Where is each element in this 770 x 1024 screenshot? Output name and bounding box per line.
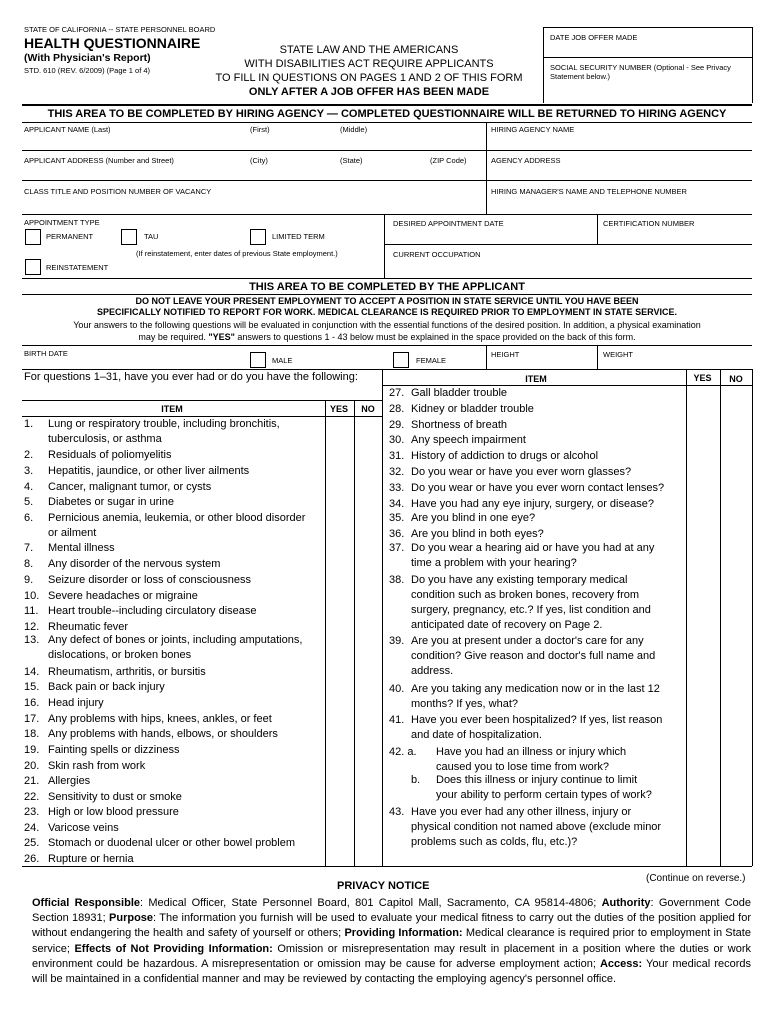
- question-number: 26.: [24, 853, 40, 865]
- left-question-item: [24, 790, 324, 805]
- question-number: 28.: [389, 403, 405, 415]
- warning-line-1: DO NOT LEAVE YOUR PRESENT EMPLOYMENT TO ACCEPT A POSITION IN STATE SERVICE UNTIL YOU HAVE BEEN: [135, 296, 639, 306]
- privacy-text: : Medical Officer, State Personnel Board, 801 Capitol Mall, Sacramento, CA 95814-4806;: [140, 897, 602, 909]
- privacy-text: Omission or misrepresentation may result in placement in a position where the duties or work environment could be hazardous. A misrepresentation or omission may be cause for adverse employment action;: [32, 942, 751, 970]
- left-question-item: [24, 665, 324, 680]
- question-text: Fainting spells or dizziness: [48, 744, 180, 756]
- left-no-header: NO: [361, 404, 375, 414]
- question-text: your ability to perform certain types of work?: [436, 789, 652, 801]
- question-text: dislocations, or broken bones: [48, 649, 192, 661]
- question-number: 27.: [389, 387, 405, 399]
- question-text: Seizure disorder or loss of consciousness: [48, 574, 251, 586]
- question-text: Does this illness or injury continue to limit: [436, 774, 638, 786]
- ada-notice-line: TO FILL IN QUESTIONS ON PAGES 1 AND 2 OF THIS FORM: [215, 72, 523, 84]
- privacy-purpose-label: Purpose: [109, 912, 154, 925]
- left-question-item: [24, 448, 324, 463]
- question-text: Mental illness: [48, 542, 115, 554]
- question-number: 3.: [24, 465, 34, 477]
- limited-term-label: LIMITED TERM: [272, 232, 325, 241]
- agency-banner: THIS AREA TO BE COMPLETED BY HIRING AGENCY — COMPLETED QUESTIONNAIRE WILL BE RETURNED TO HIRING AGENCY: [47, 108, 727, 120]
- question-number: b.: [411, 774, 421, 786]
- question-number: 21.: [24, 775, 40, 787]
- question-number: 32.: [389, 466, 405, 478]
- right-question-item: [389, 682, 685, 712]
- left-question-item: [24, 495, 324, 510]
- question-text: Any problems with hands, elbows, or shoulders: [48, 728, 278, 740]
- right-question-item: [389, 805, 685, 850]
- instruction-line-1: Your answers to the following questions will be evaluated in conjunction with the essential functions of the desired position. In addition, a physical examination: [73, 320, 701, 330]
- applicant-name-last-field[interactable]: APPLICANT NAME (Last): [24, 125, 111, 134]
- reinstatement-label: REINSTATEMENT: [46, 263, 109, 272]
- question-text: Have you had any eye injury, surgery, or disease?: [411, 498, 654, 510]
- reinstatement-note: (If reinstatement, enter dates of previous State employment.): [136, 249, 338, 258]
- height-field[interactable]: HEIGHT: [491, 350, 520, 359]
- privacy-text: Medical clearance is required prior to employment in State service;: [32, 927, 751, 955]
- right-question-item: [389, 634, 685, 679]
- right-question-item: [389, 418, 685, 433]
- question-text: High or low blood pressure: [48, 806, 179, 818]
- question-text: months? If yes, what?: [411, 698, 518, 710]
- permanent-label: PERMANENT: [46, 232, 94, 241]
- question-number: 29.: [389, 419, 405, 431]
- privacy-access-label: Access:: [599, 957, 643, 970]
- applicant-city-field[interactable]: (City): [250, 156, 268, 165]
- question-number: 7.: [24, 542, 34, 554]
- right-question-item: [389, 527, 685, 542]
- left-question-item: [24, 743, 324, 758]
- question-text: physical condition not named above (exclude minor: [411, 821, 662, 833]
- applicant-address-field[interactable]: APPLICANT ADDRESS (Number and Street): [24, 156, 174, 165]
- right-question-item: [389, 745, 685, 775]
- instruction-text: may be required.: [138, 332, 209, 342]
- applicant-name-middle-field[interactable]: (Middle): [340, 125, 368, 134]
- question-text: tuberculosis, or asthma: [48, 433, 162, 445]
- question-text: Residuals of poliomyelitis: [48, 449, 172, 461]
- privacy-text: : The information you furnish will be used to evaluate your medical fitness to carry out the duties of the position applied for without endangering the health and safety of yourself or others;: [32, 912, 751, 940]
- tau-checkbox[interactable]: [121, 229, 137, 245]
- right-question-item: [389, 773, 685, 803]
- privacy-official-label: Official Responsible: [32, 897, 141, 909]
- question-number: 23.: [24, 806, 40, 818]
- question-number: 33.: [389, 482, 405, 494]
- continue-note: (Continue on reverse.): [646, 873, 746, 884]
- left-question-item: [24, 480, 324, 495]
- privacy-authority-label: Authority: [601, 897, 651, 909]
- right-question-item: [389, 713, 685, 743]
- reinstatement-checkbox[interactable]: [25, 259, 41, 275]
- question-text: Stomach or duodenal ulcer or other bowel problem: [48, 837, 296, 849]
- agency-line: STATE OF CALIFORNIA -- STATE PERSONNEL BOARD: [24, 25, 216, 34]
- lead-question: For questions 1–31, have you ever had or do you have the following:: [24, 371, 358, 383]
- question-number: 12.: [24, 621, 40, 633]
- right-question-item: [389, 433, 685, 448]
- left-question-item: [24, 696, 324, 711]
- question-text: Hepatitis, jaundice, or other liver ailments: [48, 465, 250, 477]
- permanent-checkbox[interactable]: [25, 229, 41, 245]
- question-text: Any problems with hips, knees, ankles, or feet: [48, 713, 272, 725]
- question-text: Shortness of breath: [411, 419, 508, 431]
- question-text: Varicose veins: [48, 822, 119, 834]
- female-checkbox[interactable]: [393, 352, 409, 368]
- question-text: Head injury: [48, 697, 104, 709]
- left-question-item: [24, 633, 324, 663]
- applicant-zip-field[interactable]: (ZIP Code): [430, 156, 467, 165]
- question-text: Gall bladder trouble: [411, 387, 508, 399]
- privacy-effects-label: Effects of Not Providing Information:: [74, 942, 273, 955]
- question-text: and date of hospitalization.: [411, 729, 542, 741]
- left-question-item: [24, 557, 324, 572]
- question-number: 25.: [24, 837, 40, 849]
- current-occupation-field[interactable]: CURRENT OCCUPATION: [393, 250, 481, 259]
- question-text: History of addiction to drugs or alcohol: [411, 450, 599, 462]
- left-question-item: [24, 759, 324, 774]
- left-question-item: [24, 573, 324, 588]
- question-text: Cancer, malignant tumor, or cysts: [48, 481, 212, 493]
- left-question-item: [24, 852, 324, 867]
- instruction-line-2: [22, 332, 752, 342]
- question-text: condition such as broken bones, recovery from: [411, 589, 640, 601]
- question-text: Kidney or bladder trouble: [411, 403, 534, 415]
- privacy-providing-label: Providing Information:: [344, 927, 463, 940]
- question-number: 38.: [389, 574, 405, 586]
- question-number: 16.: [24, 697, 40, 709]
- left-question-item: [24, 604, 324, 619]
- question-text: Have you ever had any other illness, injury or: [411, 806, 632, 818]
- applicant-name-first-field[interactable]: (First): [250, 125, 270, 134]
- question-number: 8.: [24, 558, 34, 570]
- agency-address-field[interactable]: AGENCY ADDRESS: [491, 156, 561, 165]
- question-number: 9.: [24, 574, 34, 586]
- hiring-agency-name-field[interactable]: HIRING AGENCY NAME: [491, 125, 575, 134]
- form-subtitle: (With Physician's Report): [24, 52, 151, 64]
- question-text: Are you at present under a doctor's care for any: [411, 635, 644, 647]
- privacy-text: : Government Code Section 18931;: [32, 897, 752, 925]
- ssn-field[interactable]: SOCIAL SECURITY NUMBER (Optional - See Privacy Statement below.): [550, 63, 731, 81]
- left-question-item: [24, 511, 324, 541]
- weight-field[interactable]: WEIGHT: [603, 350, 633, 359]
- form-title: HEALTH QUESTIONNAIRE: [24, 35, 201, 51]
- question-text: Any speech impairment: [411, 434, 526, 446]
- left-question-item: [24, 464, 324, 479]
- question-text: Back pain or back injury: [48, 681, 165, 693]
- instruction-text: answers to questions 1 - 43 below must be explained in the space provided on the back of this form.: [234, 332, 636, 342]
- question-text: Rupture or hernia: [48, 853, 134, 865]
- question-number: 22.: [24, 791, 40, 803]
- question-number: 19.: [24, 744, 40, 756]
- question-text: Severe headaches or migraine: [48, 590, 198, 602]
- left-question-item: [24, 680, 324, 695]
- form-number: STD. 610 (REV. 6/2009) (Page 1 of 4): [24, 66, 151, 75]
- question-number: 6.: [24, 512, 34, 524]
- question-number: 11.: [24, 605, 39, 617]
- left-question-item: [24, 712, 324, 727]
- desired-date-field[interactable]: DESIRED APPOINTMENT DATE: [393, 219, 504, 228]
- left-question-item: [24, 417, 324, 447]
- question-text: anticipated date of recovery on Page 2.: [411, 619, 603, 631]
- question-number: 15.: [24, 681, 40, 693]
- left-question-item: [24, 727, 324, 742]
- applicant-banner: THIS AREA TO BE COMPLETED BY THE APPLICANT: [249, 281, 525, 293]
- question-text: condition? Give reason and doctor's full name and: [411, 650, 656, 662]
- question-text: surgery, pregnancy, etc.? If yes, list condition and: [411, 604, 651, 616]
- question-number: 10.: [24, 590, 40, 602]
- question-number: 13.: [24, 634, 40, 646]
- question-text: Do you wear a hearing aid or have you had at any: [411, 542, 655, 554]
- right-item-header: ITEM: [525, 374, 547, 384]
- question-number: 20.: [24, 760, 40, 772]
- male-checkbox[interactable]: [250, 352, 266, 368]
- question-text: Are you blind in one eye?: [411, 512, 536, 524]
- warning-line-2: SPECIFICALLY NOTIFIED TO REPORT FOR WORK. MEDICAL CLEARANCE IS REQUIRED PRIOR TO EMPLOYMENT IN STATE SERVICE.: [96, 307, 678, 317]
- left-question-item: [24, 541, 324, 556]
- ada-notice: [200, 43, 538, 99]
- question-text: Have you had an illness or injury which: [436, 746, 627, 758]
- question-number: 4.: [24, 481, 34, 493]
- hiring-manager-field[interactable]: HIRING MANAGER'S NAME AND TELEPHONE NUMBER: [491, 187, 687, 196]
- question-text: Allergies: [48, 775, 91, 787]
- question-text: problems such as colds, flu, etc.)?: [411, 836, 578, 848]
- question-text: Have you ever been hospitalized? If yes, list reason: [411, 714, 663, 726]
- question-text: or ailment: [48, 527, 97, 539]
- left-yes-header: YES: [329, 404, 348, 414]
- question-text: Are you taking any medication now or in the last 12: [411, 683, 660, 695]
- question-text: Do you wear or have you ever worn contact lenses?: [411, 482, 665, 494]
- question-number: 34.: [389, 498, 405, 510]
- question-text: Are you blind in both eyes?: [411, 528, 544, 540]
- right-question-item: [389, 573, 685, 633]
- left-item-header: ITEM: [161, 404, 183, 414]
- right-question-item: [389, 541, 685, 571]
- ada-notice-bold: ONLY AFTER A JOB OFFER HAS BEEN MADE: [248, 86, 490, 98]
- appointment-type-label: APPOINTMENT TYPE: [24, 218, 100, 227]
- male-label: MALE: [272, 356, 293, 365]
- left-question-item: [24, 589, 324, 604]
- right-question-item: [389, 465, 685, 480]
- question-number: 24.: [24, 822, 40, 834]
- female-label: FEMALE: [416, 356, 447, 365]
- question-number: 1.: [24, 418, 34, 430]
- ada-notice-line: STATE LAW AND THE AMERICANS: [279, 44, 459, 56]
- privacy-text: Your medical records will be maintained in a confidential manner and may be reviewed by contacting the employing agency's personnel office.: [32, 957, 751, 986]
- birth-date-field[interactable]: BIRTH DATE: [24, 349, 68, 358]
- question-text: Heart trouble--including circulatory disease: [48, 605, 257, 617]
- right-no-header: NO: [729, 374, 743, 384]
- date-job-offer-field[interactable]: DATE JOB OFFER MADE: [550, 33, 638, 42]
- question-number: 31.: [389, 450, 405, 462]
- question-number: 18.: [24, 728, 40, 740]
- privacy-title: PRIVACY NOTICE: [337, 880, 430, 892]
- privacy-notice: [32, 896, 751, 987]
- right-yes-header: YES: [693, 373, 712, 383]
- question-text: Any defect of bones or joints, including amputations,: [48, 634, 303, 646]
- class-title-field[interactable]: CLASS TITLE AND POSITION NUMBER OF VACANCY: [24, 187, 212, 196]
- question-text: address.: [411, 665, 454, 677]
- right-question-item: [389, 386, 685, 401]
- question-number: 5.: [24, 496, 34, 508]
- limited-term-checkbox[interactable]: [250, 229, 266, 245]
- right-question-item: [389, 511, 685, 526]
- question-number: 42. a.: [389, 746, 417, 758]
- question-text: time a problem with your hearing?: [411, 557, 577, 569]
- question-text: Do you have any existing temporary medical: [411, 574, 628, 586]
- question-number: 17.: [24, 713, 40, 725]
- applicant-state-field[interactable]: (State): [340, 156, 363, 165]
- question-number: 37.: [389, 542, 405, 554]
- question-text: Rheumatic fever: [48, 621, 129, 633]
- left-question-item: [24, 821, 324, 836]
- certification-field[interactable]: CERTIFICATION NUMBER: [603, 219, 695, 228]
- left-question-item: [24, 805, 324, 820]
- question-text: Lung or respiratory trouble, including bronchitis,: [48, 418, 280, 430]
- question-number: 40.: [389, 683, 405, 695]
- instruction-yes: "YES": [208, 332, 235, 342]
- tau-label: TAU: [144, 232, 159, 241]
- question-text: Any disorder of the nervous system: [48, 558, 221, 570]
- question-number: 41.: [389, 714, 405, 726]
- question-text: Pernicious anemia, leukemia, or other blood disorder: [48, 512, 306, 524]
- question-text: caused you to lose time from work?: [436, 761, 610, 773]
- question-number: 36.: [389, 528, 405, 540]
- ada-notice-line: WITH DISABILITIES ACT REQUIRE APPLICANTS: [244, 58, 494, 70]
- question-number: 2.: [24, 449, 34, 461]
- question-text: Rheumatism, arthritis, or bursitis: [48, 666, 206, 678]
- left-question-item: [24, 774, 324, 789]
- left-question-item: [24, 836, 324, 851]
- right-question-item: [389, 449, 685, 464]
- question-number: 39.: [389, 635, 405, 647]
- right-question-item: [389, 481, 685, 496]
- right-question-item: [389, 497, 685, 512]
- question-number: 43.: [389, 806, 405, 818]
- question-number: 14.: [24, 666, 40, 678]
- right-question-item: [389, 402, 685, 417]
- question-number: 30.: [389, 434, 405, 446]
- question-text: Do you wear or have you ever worn glasses?: [411, 466, 632, 478]
- question-text: Diabetes or sugar in urine: [48, 496, 174, 508]
- question-number: 35.: [389, 512, 405, 524]
- question-text: Skin rash from work: [48, 760, 146, 772]
- question-text: Sensitivity to dust or smoke: [48, 791, 182, 803]
